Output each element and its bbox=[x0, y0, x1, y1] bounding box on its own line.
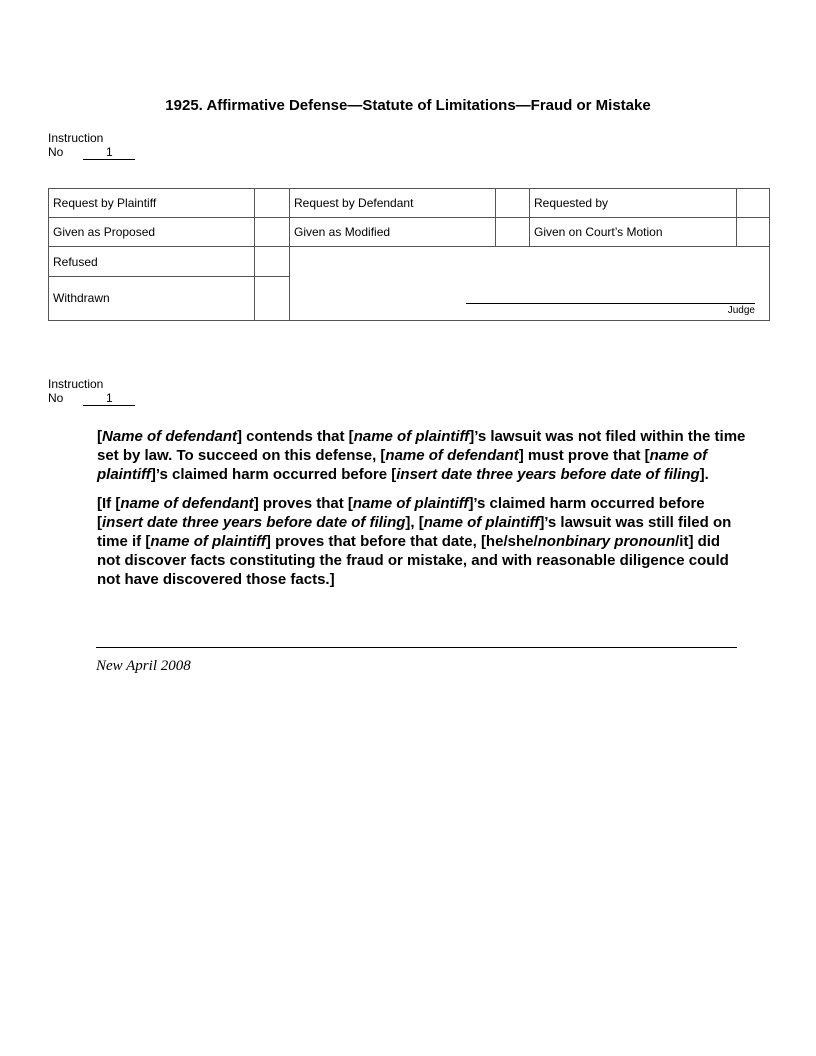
given-as-proposed-box[interactable] bbox=[255, 218, 290, 247]
instruction-number-block-bottom bbox=[48, 377, 135, 406]
revision-note: New April 2008 bbox=[96, 658, 191, 674]
judge-label: Judge bbox=[727, 305, 755, 317]
withdrawn-box[interactable] bbox=[255, 276, 290, 320]
paragraph-1: [Name of defendant] contends that [name of plaintiff]’s lawsuit was not filed within the time set by law. To succeed on this defense, [name of defendant] must prove that [name of plaintiff]’s claimed harm occurred before [insert date three years before date of filing]. bbox=[97, 428, 746, 483]
no-label: No bbox=[48, 145, 64, 159]
instruction-title: 1925. Affirmative Defense—Statute of Limitations—Fraud or Mistake bbox=[165, 97, 651, 114]
given-as-modified-box[interactable] bbox=[496, 218, 530, 247]
request-by-plaintiff-box[interactable] bbox=[255, 189, 290, 218]
withdrawn-label: Withdrawn bbox=[49, 276, 255, 320]
given-as-modified-label: Given as Modified bbox=[290, 218, 496, 247]
judge-signature-line[interactable] bbox=[466, 303, 755, 304]
instruction-number: 1 bbox=[83, 146, 135, 160]
no-label: No bbox=[48, 391, 64, 405]
disposition-table bbox=[48, 188, 770, 321]
instruction-label: Instruction bbox=[48, 131, 104, 145]
refused-label: Refused bbox=[49, 247, 255, 276]
given-on-courts-motion-label: Given on Court’s Motion bbox=[530, 218, 737, 247]
instruction-number: 1 bbox=[83, 392, 135, 406]
given-on-courts-motion-box[interactable] bbox=[737, 218, 770, 247]
footer-divider bbox=[96, 647, 737, 648]
request-by-defendant-box[interactable] bbox=[496, 189, 530, 218]
judge-signature-area bbox=[290, 247, 770, 321]
request-by-plaintiff-label: Request by Plaintiff bbox=[49, 189, 255, 218]
refused-box[interactable] bbox=[255, 247, 290, 276]
instruction-label: Instruction bbox=[48, 377, 104, 391]
request-by-defendant-label: Request by Defendant bbox=[290, 189, 496, 218]
paragraph-2: [If [name of defendant] proves that [name of plaintiff]’s claimed harm occurred before [insert date three years before date of filing], [name of plaintiff]’s lawsuit was still filed on time if [name of plaintiff] proves that before that date, [he/she/nonbinary pronoun/it] did not discover facts constituting the fraud or mistake, and with reasonable diligence could not have discovered those facts.] bbox=[97, 495, 732, 588]
requested-by-box[interactable] bbox=[737, 189, 770, 218]
instruction-number-block-top bbox=[48, 131, 135, 160]
given-as-proposed-label: Given as Proposed bbox=[49, 218, 255, 247]
requested-by-label: Requested by bbox=[530, 189, 737, 218]
instruction-body bbox=[97, 427, 747, 599]
